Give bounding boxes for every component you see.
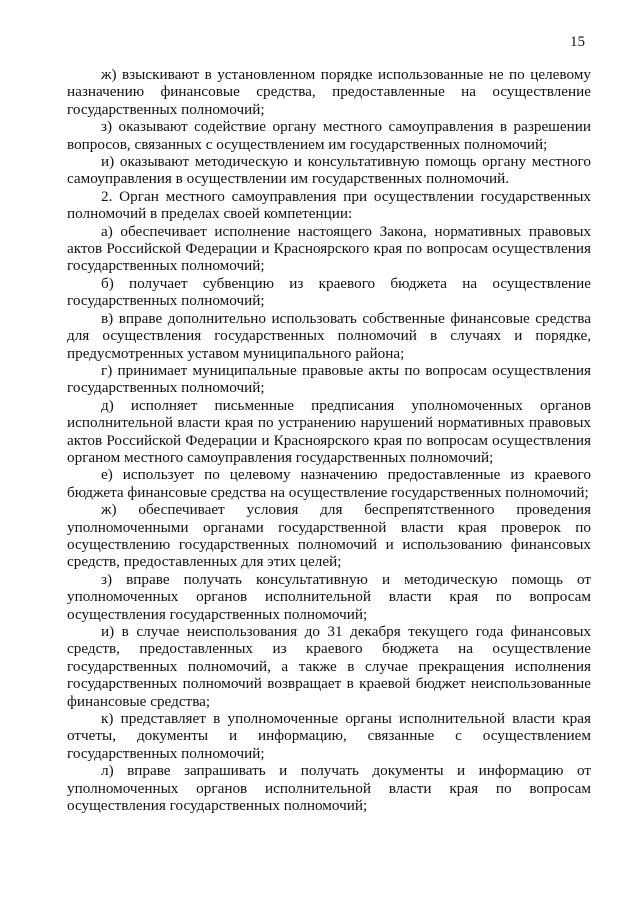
paragraph-z-assist-local-government: з) оказывают содействие органу местного самоуправления в разрешении вопросов, связанных с осуществлением им государственных полномочий;	[67, 118, 591, 153]
paragraph-g-legal-acts: г) принимает муниципальные правовые акты по вопросам осуществления государственных полномочий;	[67, 361, 591, 397]
paragraph-v-own-funds: в) вправе дополнительно использовать собственные финансовые средства для осуществления государственных полномочий в случаях и порядке, предусмотренных уставом муниципального района;	[67, 309, 591, 362]
paragraph-zh-recover-funds: ж) взыскивают в установленном порядке использованные не по целевому назначению финансовые средства, предоставленные на осуществление государственных полномочий;	[67, 66, 591, 118]
paragraph-section-2-intro: 2. Орган местного самоуправления при осуществлении государственных полномочий в пределах своей компетенции:	[67, 187, 591, 223]
paragraph-z-receive-consultation: з) вправе получать консультативную и методическую помощь от уполномоченных органов исполнительной власти края по вопросам осуществления государственных полномочий;	[67, 570, 591, 623]
paragraph-zh-ensure-inspections: ж) обеспечивает условия для беспрепятственного проведения уполномоченными органами государственной власти края проверок по осуществлению государственных полномочий и использованию финансовых средств, предоставленных для этих целей;	[67, 501, 591, 571]
document-body	[67, 66, 591, 814]
paragraph-i-methodical-help: и) оказывают методическую и консультативную помощь органу местного самоуправления в осуществлении им государственных полномочий.	[67, 153, 591, 188]
paragraph-b-receive-subvention: б) получает субвенцию из краевого бюджета на осуществление государственных полномочий;	[67, 274, 591, 310]
paragraph-d-execute-orders: д) исполняет письменные предписания уполномоченных органов исполнительной власти края по устранению нарушений нормативных правовых актов Российской Федерации и Красноярского края по вопросам осуществления органом местного самоуправления государственных полномочий;	[67, 396, 591, 466]
paragraph-e-use-funds: е) использует по целевому назначению предоставленные из краевого бюджета финансовые средства на осуществление государственных полномочий;	[67, 466, 591, 501]
paragraph-l-request-documents: л) вправе запрашивать и получать документы и информацию от уполномоченных органов исполнительной власти края по вопросам осуществления государственных полномочий;	[67, 762, 591, 815]
paragraph-i-return-funds: и) в случае неиспользования до 31 декабря текущего года финансовых средств, предоставленных из краевого бюджета на осуществление государственных полномочий, а также в случае прекращения исполнения государственных полномочий возвращает в краевой бюджет неиспользованные финансовые средства;	[67, 623, 591, 710]
page-number: 15	[570, 34, 585, 50]
paragraph-a-ensure-execution: а) обеспечивает исполнение настоящего Закона, нормативных правовых актов Российской Федерации и Красноярского края по вопросам осуществления государственных полномочий;	[67, 222, 591, 275]
paragraph-k-submit-reports: к) представляет в уполномоченные органы исполнительной власти края отчеты, документы и информацию, связанные с осуществлением государственных полномочий;	[67, 710, 591, 762]
